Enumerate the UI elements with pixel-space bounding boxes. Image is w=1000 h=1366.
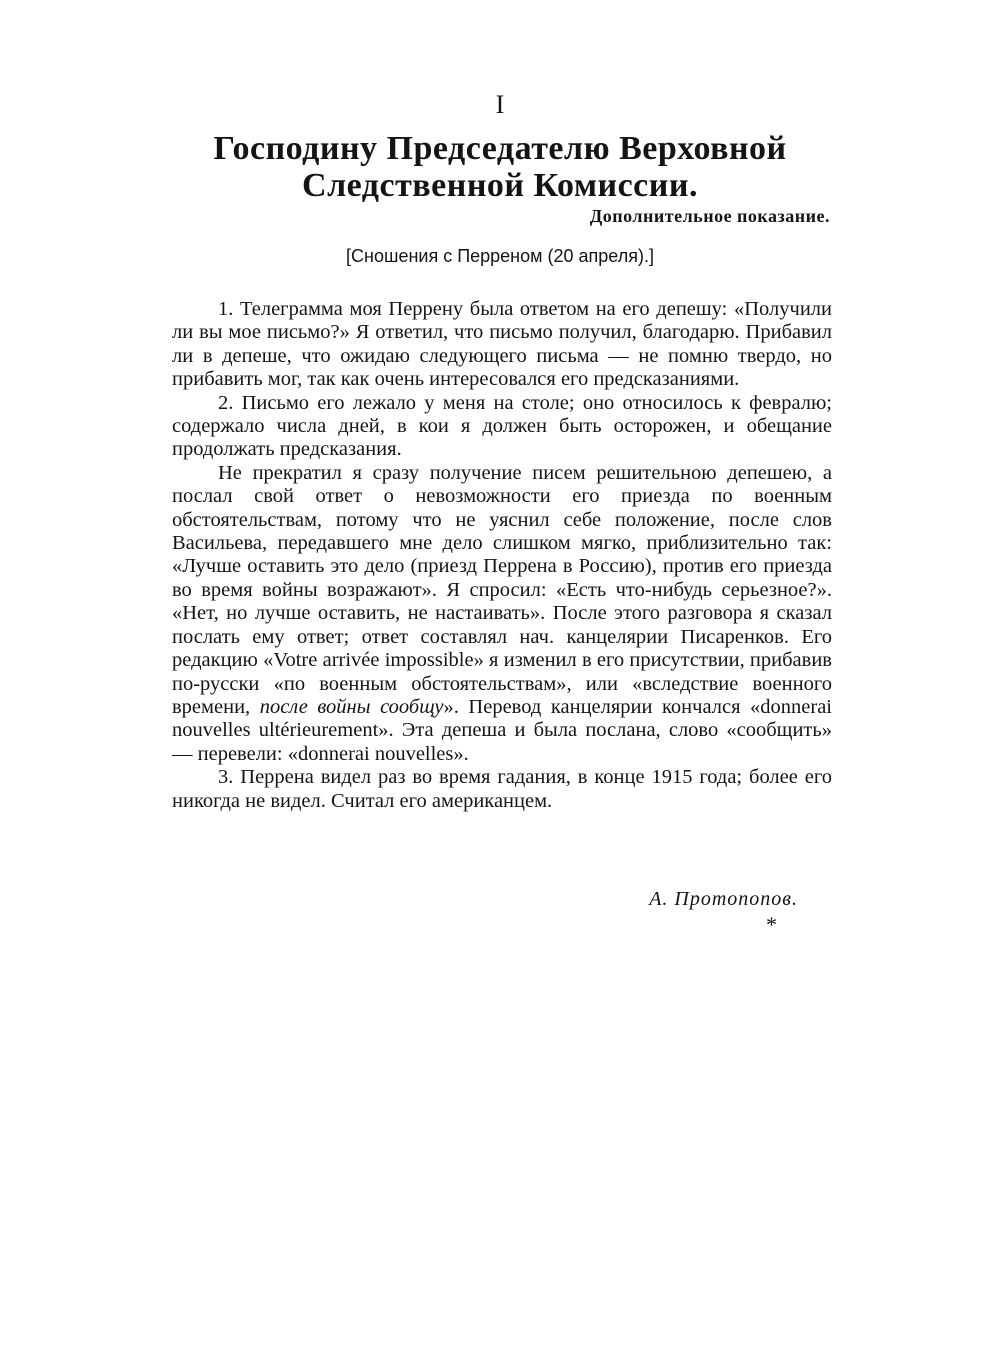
signature: А. Протопопов. bbox=[649, 888, 798, 910]
title-line-1: Господину Председателю Верховной bbox=[213, 130, 787, 167]
document-subtitle: Дополнительное показание. bbox=[589, 206, 830, 226]
paragraph-2: 2. Письмо его лежало у меня на столе; оно относилось к февралю; содержало числа дней, в кои я должен быть осторожен, и обещание продолжать предсказания. bbox=[172, 391, 832, 461]
document-number: I bbox=[495, 90, 505, 119]
paragraph-1: 1. Телеграмма моя Перрену была ответом на его депешу: «Получили ли вы мое письмо?» Я ответил, что письмо получил, благодарю. Прибавил ли в депеше, что ожидаю следующего письма — не помню твердо, но прибавить мог, так как очень интересовался его предсказаниями. bbox=[172, 298, 832, 391]
paragraph-3-italic-quote: после войны сообщу bbox=[259, 695, 444, 718]
paragraph-3 bbox=[172, 462, 832, 766]
footer-asterisk: * bbox=[766, 912, 777, 937]
document-title bbox=[150, 130, 850, 204]
paragraph-4: 3. Перрена видел раз во время гадания, в конце 1915 года; более его никогда не видел. Считал его американцем. bbox=[172, 766, 832, 812]
paragraph-3-text-end: ». Перевод канцелярии кончался «donnerai nouvelles ultérieurement». Эта депеша и была послана, слово «сообщить» — перевели: «donnerai nouvelles». bbox=[172, 695, 832, 765]
title-line-2: Следственной Комиссии. bbox=[302, 167, 698, 204]
document-body bbox=[172, 298, 832, 813]
section-heading: [Сношения с Перреном (20 апреля).] bbox=[346, 246, 654, 266]
paragraph-3-text-start: Не прекратил я сразу получение писем решительною депешею, а послал свой ответ о невозможности его приезда по военным обстоятельствам, потому что не уяснил себе положение, после слов Васильева, передавшего мне дело слишком мягко, приблизительно так: «Лучше оставить это дело (приезд Перрена в Россию), против его приезда во время войны возражают». Я спросил: «Есть что-нибудь серьезное?». «Нет, но лучше оставить, не настаивать». После этого разговора я сказал послать ему ответ; ответ составлял нач. канцелярии Писаренков. Его редакцию «Votre arrivée impossible» я изменил в его присутствии, прибавив по-русски «по военным обстоятельствам», или «вследствие военного времени, bbox=[172, 461, 832, 718]
